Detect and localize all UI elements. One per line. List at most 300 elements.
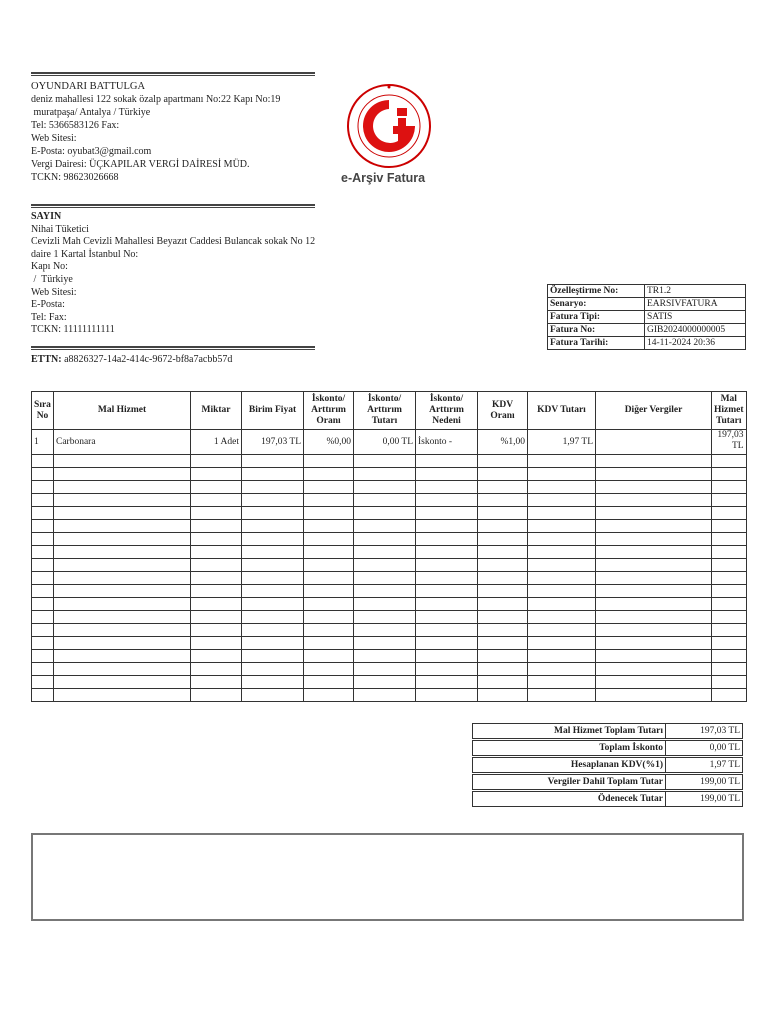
meta-key: Fatura No:	[548, 324, 645, 337]
empty-cell	[596, 546, 712, 559]
totals-value: 197,03 TL	[666, 724, 743, 739]
empty-cell	[596, 533, 712, 546]
totals-row	[473, 758, 743, 773]
seller-email: E-Posta: oyubat3@gmail.com	[31, 146, 152, 157]
empty-cell	[304, 637, 354, 650]
table-cell: %0,00	[304, 430, 354, 455]
meta-row	[548, 285, 746, 298]
empty-cell	[416, 689, 478, 702]
buyer-tckn: TCKN: 11111111111	[31, 324, 115, 336]
empty-cell	[191, 585, 242, 598]
empty-row	[32, 533, 747, 546]
empty-cell	[712, 468, 747, 481]
notes-box	[31, 833, 744, 921]
empty-cell	[304, 611, 354, 624]
empty-cell	[354, 455, 416, 468]
empty-row	[32, 689, 747, 702]
empty-cell	[528, 650, 596, 663]
empty-cell	[528, 468, 596, 481]
empty-cell	[416, 611, 478, 624]
empty-cell	[242, 585, 304, 598]
totals-row	[473, 775, 743, 790]
empty-cell	[416, 520, 478, 533]
empty-cell	[528, 520, 596, 533]
empty-cell	[191, 559, 242, 572]
totals-table	[472, 723, 743, 807]
buyer-address-line2: daire 1 Kartal İstanbul No:	[31, 248, 139, 260]
empty-cell	[712, 520, 747, 533]
empty-cell	[354, 611, 416, 624]
seller-web: Web Sitesi:	[31, 133, 77, 144]
empty-cell	[596, 663, 712, 676]
empty-cell	[32, 637, 54, 650]
empty-cell	[596, 598, 712, 611]
table-cell: 0,00 TL	[354, 430, 416, 455]
seller-tax-office: Vergi Dairesi: ÜÇKAPILAR VERGİ DAİRESİ MÜD.	[31, 159, 250, 170]
empty-cell	[191, 611, 242, 624]
empty-cell	[304, 520, 354, 533]
empty-cell	[712, 494, 747, 507]
empty-cell	[32, 585, 54, 598]
table-cell: 197,03 TL	[712, 430, 747, 455]
meta-value: TR1.2	[645, 285, 746, 298]
column-header: Diğer Vergiler	[596, 392, 712, 430]
seller-info	[31, 80, 321, 184]
empty-cell	[596, 637, 712, 650]
empty-cell	[54, 520, 191, 533]
empty-cell	[712, 572, 747, 585]
empty-cell	[304, 559, 354, 572]
empty-row	[32, 559, 747, 572]
totals-key: Mal Hizmet Toplam Tutarı	[473, 724, 666, 739]
empty-cell	[54, 663, 191, 676]
empty-cell	[32, 533, 54, 546]
empty-cell	[191, 676, 242, 689]
empty-row	[32, 650, 747, 663]
empty-row	[32, 585, 747, 598]
empty-row	[32, 676, 747, 689]
empty-cell	[528, 598, 596, 611]
empty-cell	[191, 689, 242, 702]
empty-cell	[32, 676, 54, 689]
empty-cell	[191, 546, 242, 559]
empty-cell	[54, 585, 191, 598]
empty-cell	[478, 572, 528, 585]
seller-phone: Tel: 5366583126 Fax:	[31, 120, 120, 131]
empty-cell	[416, 663, 478, 676]
empty-cell	[242, 611, 304, 624]
empty-cell	[32, 650, 54, 663]
empty-cell	[596, 689, 712, 702]
empty-cell	[242, 546, 304, 559]
totals-value: 0,00 TL	[666, 741, 743, 756]
empty-cell	[242, 468, 304, 481]
table-cell: İskonto -	[416, 430, 478, 455]
empty-cell	[478, 455, 528, 468]
empty-cell	[528, 455, 596, 468]
totals-value: 1,97 TL	[666, 758, 743, 773]
empty-cell	[528, 663, 596, 676]
meta-value: 14-11-2024 20:36	[645, 337, 746, 350]
empty-row	[32, 572, 747, 585]
totals-row	[473, 792, 743, 807]
empty-cell	[242, 481, 304, 494]
totals-value: 199,00 TL	[666, 775, 743, 790]
empty-cell	[354, 494, 416, 507]
empty-cell	[478, 520, 528, 533]
gib-seal-logo	[345, 82, 433, 170]
empty-cell	[304, 650, 354, 663]
ettn	[31, 354, 232, 365]
empty-cell	[191, 455, 242, 468]
empty-cell	[478, 585, 528, 598]
empty-cell	[478, 494, 528, 507]
empty-cell	[528, 585, 596, 598]
empty-cell	[242, 520, 304, 533]
empty-cell	[712, 624, 747, 637]
empty-cell	[416, 624, 478, 637]
empty-cell	[416, 481, 478, 494]
totals-key: Hesaplanan KDV(%1)	[473, 758, 666, 773]
empty-cell	[191, 468, 242, 481]
divider	[31, 72, 315, 76]
empty-cell	[528, 507, 596, 520]
empty-cell	[191, 507, 242, 520]
empty-cell	[191, 572, 242, 585]
empty-cell	[54, 572, 191, 585]
meta-row	[548, 311, 746, 324]
empty-cell	[596, 585, 712, 598]
empty-cell	[54, 533, 191, 546]
empty-cell	[32, 481, 54, 494]
empty-cell	[528, 559, 596, 572]
empty-cell	[191, 494, 242, 507]
empty-cell	[54, 650, 191, 663]
empty-cell	[242, 676, 304, 689]
empty-cell	[354, 689, 416, 702]
empty-cell	[32, 507, 54, 520]
buyer-email: E-Posta:	[31, 299, 65, 311]
empty-cell	[54, 637, 191, 650]
empty-cell	[242, 559, 304, 572]
empty-cell	[712, 585, 747, 598]
meta-value: GIB2024000000005	[645, 324, 746, 337]
column-header: KDV Tutarı	[528, 392, 596, 430]
empty-cell	[712, 507, 747, 520]
empty-cell	[416, 572, 478, 585]
empty-cell	[354, 559, 416, 572]
empty-cell	[354, 520, 416, 533]
empty-cell	[712, 650, 747, 663]
empty-row	[32, 520, 747, 533]
totals-row	[473, 741, 743, 756]
buyer-info	[31, 211, 321, 337]
empty-cell	[712, 481, 747, 494]
empty-row	[32, 481, 747, 494]
empty-cell	[32, 559, 54, 572]
buyer-country: / Türkiye	[31, 273, 73, 285]
empty-cell	[32, 598, 54, 611]
empty-cell	[478, 507, 528, 520]
totals-key: Vergiler Dahil Toplam Tutar	[473, 775, 666, 790]
seller-address: deniz mahallesi 122 sokak özalp apartmanı No:22 Kapı No:19	[31, 94, 281, 105]
empty-cell	[416, 637, 478, 650]
empty-cell	[416, 494, 478, 507]
table-cell: %1,00	[478, 430, 528, 455]
empty-cell	[528, 572, 596, 585]
meta-value: SATIS	[645, 311, 746, 324]
empty-cell	[416, 676, 478, 689]
column-header: İskonto/ Arttırım Oranı	[304, 392, 354, 430]
empty-cell	[191, 481, 242, 494]
empty-cell	[712, 611, 747, 624]
empty-cell	[242, 455, 304, 468]
empty-cell	[478, 468, 528, 481]
empty-cell	[32, 494, 54, 507]
column-header: Mal Hizmet Tutarı	[712, 392, 747, 430]
empty-cell	[528, 546, 596, 559]
empty-cell	[54, 546, 191, 559]
empty-cell	[191, 520, 242, 533]
empty-cell	[478, 611, 528, 624]
empty-cell	[478, 637, 528, 650]
totals-row	[473, 724, 743, 739]
empty-cell	[32, 624, 54, 637]
divider	[31, 204, 315, 208]
empty-cell	[354, 546, 416, 559]
empty-cell	[354, 572, 416, 585]
invoice-meta-table	[547, 284, 746, 350]
meta-row	[548, 298, 746, 311]
empty-cell	[478, 689, 528, 702]
buyer-address: Cevizli Mah Cevizli Mahallesi Beyazıt Caddesi Bulancak sokak No 12	[31, 236, 316, 248]
empty-cell	[712, 663, 747, 676]
buyer-name: Nihai Tüketici	[31, 223, 89, 235]
empty-row	[32, 507, 747, 520]
buyer-web: Web Sitesi:	[31, 286, 77, 298]
empty-cell	[528, 494, 596, 507]
empty-cell	[304, 598, 354, 611]
empty-cell	[54, 611, 191, 624]
empty-cell	[32, 455, 54, 468]
empty-cell	[304, 663, 354, 676]
empty-cell	[32, 468, 54, 481]
meta-row	[548, 324, 746, 337]
empty-cell	[191, 624, 242, 637]
empty-cell	[528, 481, 596, 494]
empty-cell	[304, 507, 354, 520]
empty-cell	[528, 689, 596, 702]
empty-cell	[596, 650, 712, 663]
empty-cell	[416, 533, 478, 546]
empty-row	[32, 624, 747, 637]
meta-value: EARSIVFATURA	[645, 298, 746, 311]
table-cell: Carbonara	[54, 430, 191, 455]
empty-cell	[304, 494, 354, 507]
empty-row	[32, 663, 747, 676]
empty-cell	[54, 676, 191, 689]
empty-cell	[528, 611, 596, 624]
empty-cell	[354, 650, 416, 663]
empty-cell	[416, 559, 478, 572]
empty-cell	[596, 455, 712, 468]
empty-cell	[242, 650, 304, 663]
empty-cell	[242, 598, 304, 611]
empty-cell	[304, 624, 354, 637]
table-cell: 197,03 TL	[242, 430, 304, 455]
column-header: Miktar	[191, 392, 242, 430]
table-row	[32, 430, 747, 455]
empty-cell	[354, 533, 416, 546]
empty-row	[32, 637, 747, 650]
meta-key: Fatura Tarihi:	[548, 337, 645, 350]
empty-cell	[596, 624, 712, 637]
empty-cell	[304, 689, 354, 702]
empty-cell	[712, 637, 747, 650]
empty-cell	[596, 559, 712, 572]
buyer-phone: Tel: Fax:	[31, 311, 67, 323]
empty-cell	[32, 572, 54, 585]
empty-cell	[304, 481, 354, 494]
column-header: Mal Hizmet	[54, 392, 191, 430]
empty-cell	[242, 689, 304, 702]
empty-cell	[304, 468, 354, 481]
column-header: Birim Fiyat	[242, 392, 304, 430]
table-cell: 1,97 TL	[528, 430, 596, 455]
empty-cell	[32, 546, 54, 559]
empty-cell	[354, 637, 416, 650]
divider	[31, 346, 315, 350]
empty-cell	[54, 468, 191, 481]
empty-cell	[478, 663, 528, 676]
empty-cell	[304, 676, 354, 689]
empty-cell	[528, 637, 596, 650]
meta-key: Senaryo:	[548, 298, 645, 311]
empty-cell	[416, 585, 478, 598]
empty-cell	[416, 468, 478, 481]
meta-key: Fatura Tipi:	[548, 311, 645, 324]
empty-cell	[416, 598, 478, 611]
empty-cell	[478, 598, 528, 611]
column-header: İskonto/ Arttırım Nedeni	[416, 392, 478, 430]
meta-row	[548, 337, 746, 350]
buyer-door: Kapı No:	[31, 261, 68, 273]
empty-cell	[242, 637, 304, 650]
empty-cell	[354, 481, 416, 494]
empty-cell	[478, 650, 528, 663]
table-cell: 1 Adet	[191, 430, 242, 455]
empty-cell	[712, 559, 747, 572]
empty-cell	[596, 611, 712, 624]
empty-cell	[416, 507, 478, 520]
empty-cell	[54, 455, 191, 468]
empty-cell	[416, 650, 478, 663]
buyer-label: SAYIN	[31, 211, 62, 222]
empty-row	[32, 468, 747, 481]
seller-tckn: TCKN: 98623026668	[31, 172, 119, 183]
empty-cell	[54, 494, 191, 507]
empty-row	[32, 455, 747, 468]
empty-cell	[32, 611, 54, 624]
empty-cell	[304, 455, 354, 468]
empty-cell	[478, 546, 528, 559]
empty-cell	[528, 676, 596, 689]
empty-cell	[596, 572, 712, 585]
empty-cell	[54, 481, 191, 494]
empty-cell	[596, 676, 712, 689]
empty-cell	[242, 572, 304, 585]
empty-cell	[354, 663, 416, 676]
empty-cell	[416, 546, 478, 559]
table-cell: 1	[32, 430, 54, 455]
column-header: KDV Oranı	[478, 392, 528, 430]
empty-cell	[54, 507, 191, 520]
empty-cell	[478, 676, 528, 689]
totals-key: Toplam İskonto	[473, 741, 666, 756]
empty-cell	[416, 455, 478, 468]
empty-cell	[54, 689, 191, 702]
empty-row	[32, 494, 747, 507]
empty-cell	[596, 481, 712, 494]
empty-cell	[528, 624, 596, 637]
empty-cell	[354, 468, 416, 481]
empty-cell	[242, 507, 304, 520]
empty-cell	[712, 598, 747, 611]
ettn-value: a8826327-14a2-414c-9672-bf8a7acbb57d	[64, 354, 233, 365]
empty-cell	[242, 494, 304, 507]
meta-key: Özelleştirme No:	[548, 285, 645, 298]
empty-cell	[191, 650, 242, 663]
totals-key: Ödenecek Tutar	[473, 792, 666, 807]
empty-cell	[712, 689, 747, 702]
empty-cell	[712, 533, 747, 546]
empty-cell	[596, 507, 712, 520]
empty-cell	[354, 624, 416, 637]
empty-cell	[478, 533, 528, 546]
totals-value: 199,00 TL	[666, 792, 743, 807]
empty-cell	[54, 598, 191, 611]
empty-cell	[304, 572, 354, 585]
column-header: İskonto/ Arttırım Tutarı	[354, 392, 416, 430]
empty-row	[32, 611, 747, 624]
empty-cell	[354, 585, 416, 598]
table-cell	[596, 430, 712, 455]
empty-cell	[191, 533, 242, 546]
seller-name: OYUNDARI BATTULGA	[31, 81, 146, 92]
empty-cell	[304, 585, 354, 598]
empty-cell	[304, 533, 354, 546]
seller-address-city: muratpaşa/ Antalya / Türkiye	[31, 107, 151, 118]
empty-cell	[354, 507, 416, 520]
empty-cell	[32, 663, 54, 676]
empty-cell	[32, 520, 54, 533]
document-title: e-Arşiv Fatura	[341, 171, 426, 185]
empty-cell	[596, 468, 712, 481]
empty-row	[32, 598, 747, 611]
empty-cell	[478, 624, 528, 637]
empty-cell	[54, 559, 191, 572]
empty-cell	[528, 533, 596, 546]
empty-cell	[478, 559, 528, 572]
empty-cell	[354, 676, 416, 689]
empty-cell	[191, 663, 242, 676]
empty-cell	[191, 598, 242, 611]
empty-cell	[596, 494, 712, 507]
empty-cell	[478, 481, 528, 494]
empty-cell	[596, 520, 712, 533]
items-table	[31, 391, 747, 702]
empty-cell	[32, 689, 54, 702]
